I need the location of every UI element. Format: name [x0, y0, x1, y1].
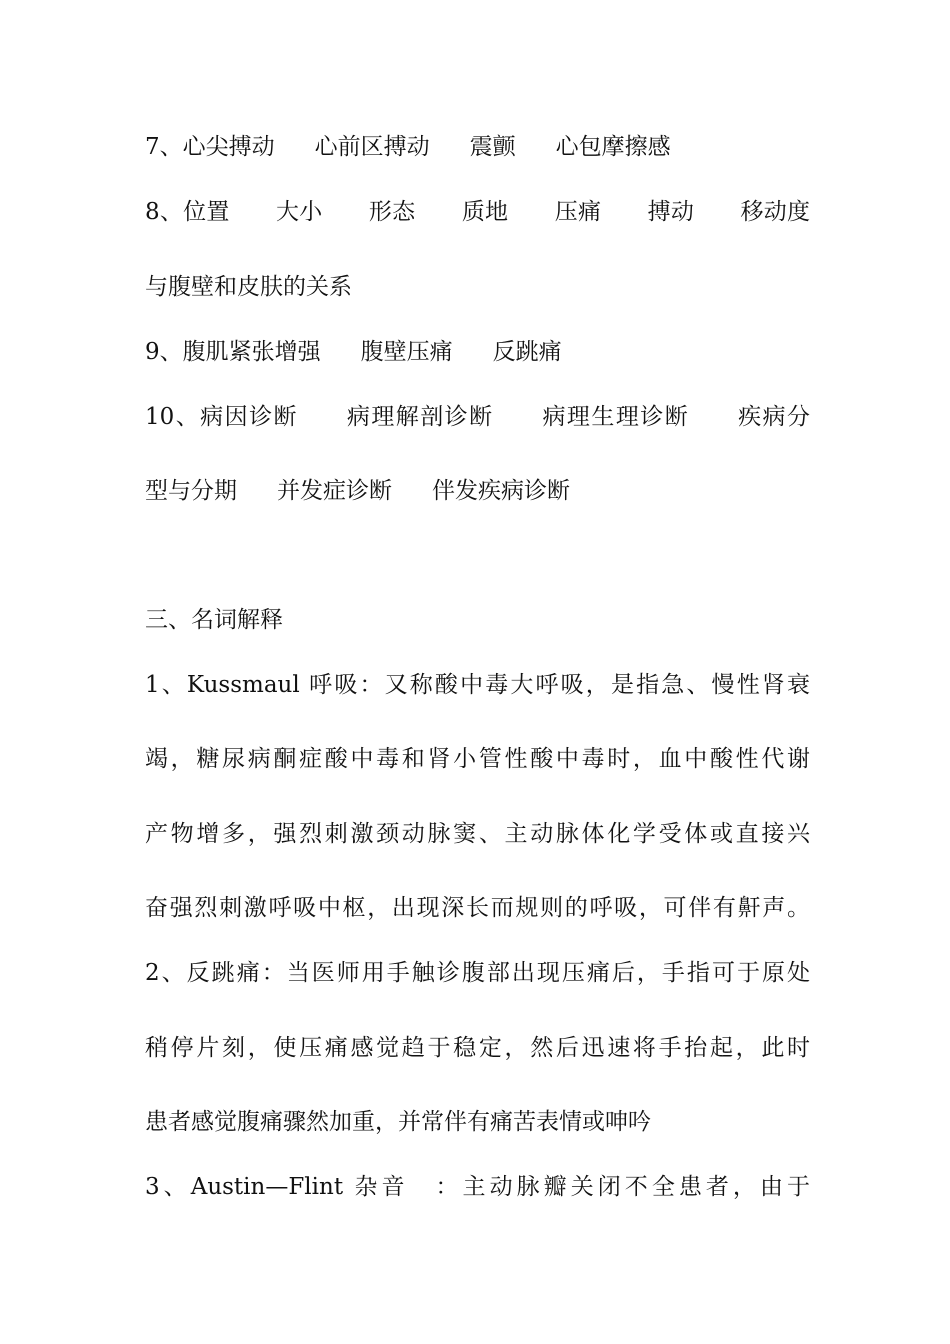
- text-line-10: 10、病因诊断 病理解剖诊断 病理生理诊断 疾病分: [145, 404, 810, 430]
- definition-1-line-2: 竭，糖尿病酮症酸中毒和肾小管性酸中毒时，血中酸性代谢: [145, 746, 810, 772]
- segment: 反跳痛: [492, 339, 562, 365]
- definition-2-line-2: 稍停片刻，使压痛感觉趋于稳定，然后迅速将手抬起，此时: [145, 1035, 810, 1061]
- segment: 心包摩擦感: [555, 134, 671, 160]
- segment: 腹壁压痛: [360, 339, 453, 365]
- definition-1-line-1: 1、Kussmaul 呼吸：又称酸中毒大呼吸，是指急、慢性肾衰: [145, 672, 810, 698]
- text-line-8-cont: 与腹壁和皮肤的关系: [145, 274, 352, 300]
- text-line-10-cont: [145, 476, 810, 506]
- section-heading: 三、名词解释: [145, 607, 283, 633]
- text-line-7: [145, 132, 810, 162]
- segment: 震颤: [469, 134, 516, 160]
- text-line-9: [145, 337, 810, 367]
- segment: 7、心尖搏动: [145, 134, 275, 160]
- segment: 型与分期: [145, 478, 237, 504]
- segment: 心前区搏动: [314, 134, 430, 160]
- definition-1-line-4: 奋强烈刺激呼吸中枢，出现深长而规则的呼吸，可伴有鼾声。: [145, 895, 810, 921]
- segment: 并发症诊断: [277, 478, 392, 504]
- segment: 伴发疾病诊断: [432, 478, 570, 504]
- text-line-8: 8、位置 大小 形态 质地 压痛 搏动 移动度: [145, 199, 810, 225]
- definition-3-line-1: 3、Austin—Flint 杂音 ：主动脉瓣关闭不全患者，由于: [145, 1174, 810, 1200]
- definition-1-line-3: 产物增多，强烈刺激颈动脉窦、主动脉体化学受体或直接兴: [145, 821, 810, 847]
- segment: 9、腹肌紧张增强: [145, 339, 321, 365]
- definition-2-line-3: 患者感觉腹痛骤然加重，并常伴有痛苦表情或呻吟: [145, 1109, 651, 1135]
- definition-2-line-1: 2、反跳痛：当医师用手触诊腹部出现压痛后，手指可于原处: [145, 960, 810, 986]
